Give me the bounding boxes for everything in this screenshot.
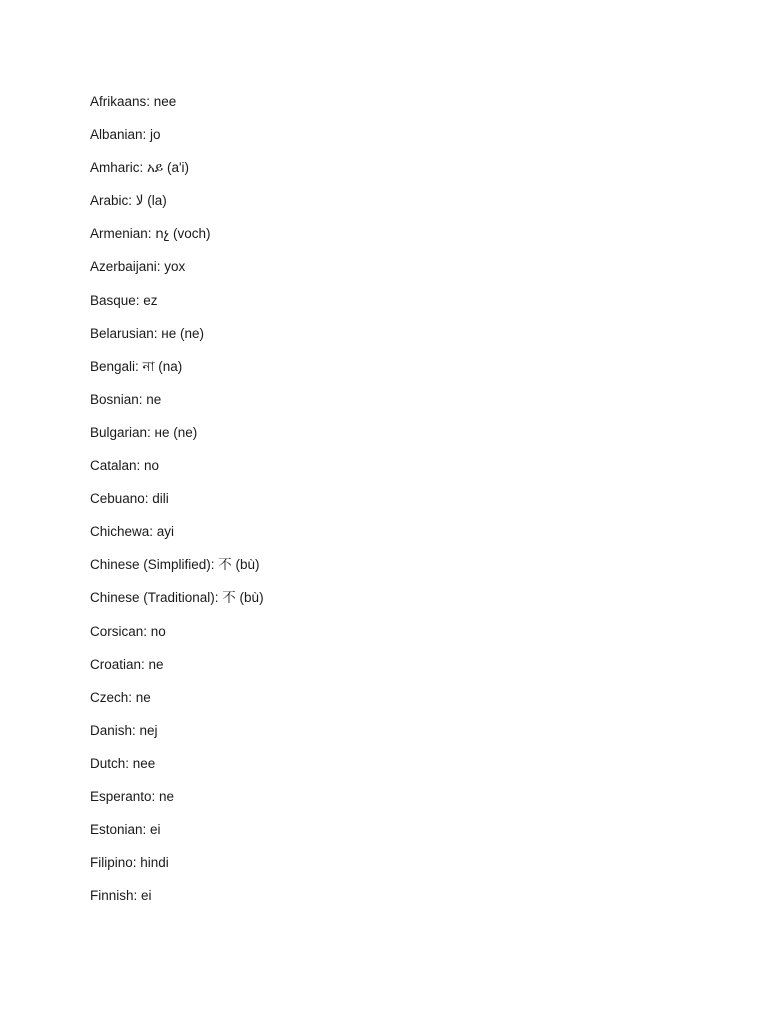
list-item: Corsican: no	[90, 623, 166, 639]
list-item: Chinese (Traditional): 不 (bù)	[90, 590, 264, 606]
list-item: Belarusian: не (ne)	[90, 325, 205, 341]
list-item: Armenian: ոչ (voch)	[90, 226, 211, 242]
list-item: Azerbaijani: yox	[90, 259, 186, 275]
list-item: Finnish: ei	[90, 888, 152, 904]
list-item: Filipino: hindi	[90, 855, 169, 871]
list-item: Amharic: አይ (a'i)	[90, 160, 190, 176]
list-item: Chinese (Simplified): 不 (bù)	[90, 557, 260, 573]
translation-list	[90, 92, 264, 919]
list-item: Bengali: না (na)	[90, 358, 183, 374]
list-item: Danish: nej	[90, 722, 158, 738]
list-item: Arabic: لا (la)	[90, 193, 167, 209]
list-item: Catalan: no	[90, 458, 160, 474]
list-item: Bosnian: ne	[90, 391, 162, 407]
list-item: Afrikaans: nee	[90, 94, 177, 109]
list-item: Dutch: nee	[90, 755, 156, 771]
list-item: Basque: ez	[90, 292, 158, 308]
list-item: Czech: ne	[90, 689, 151, 705]
list-item: Cebuano: dili	[90, 491, 169, 507]
list-item: Esperanto: ne	[90, 788, 175, 804]
list-item: Albanian: jo	[90, 127, 161, 143]
list-item: Estonian: ei	[90, 822, 161, 838]
list-item: Bulgarian: не (ne)	[90, 424, 198, 440]
list-item: Croatian: ne	[90, 656, 164, 672]
list-item: Chichewa: ayi	[90, 524, 175, 540]
